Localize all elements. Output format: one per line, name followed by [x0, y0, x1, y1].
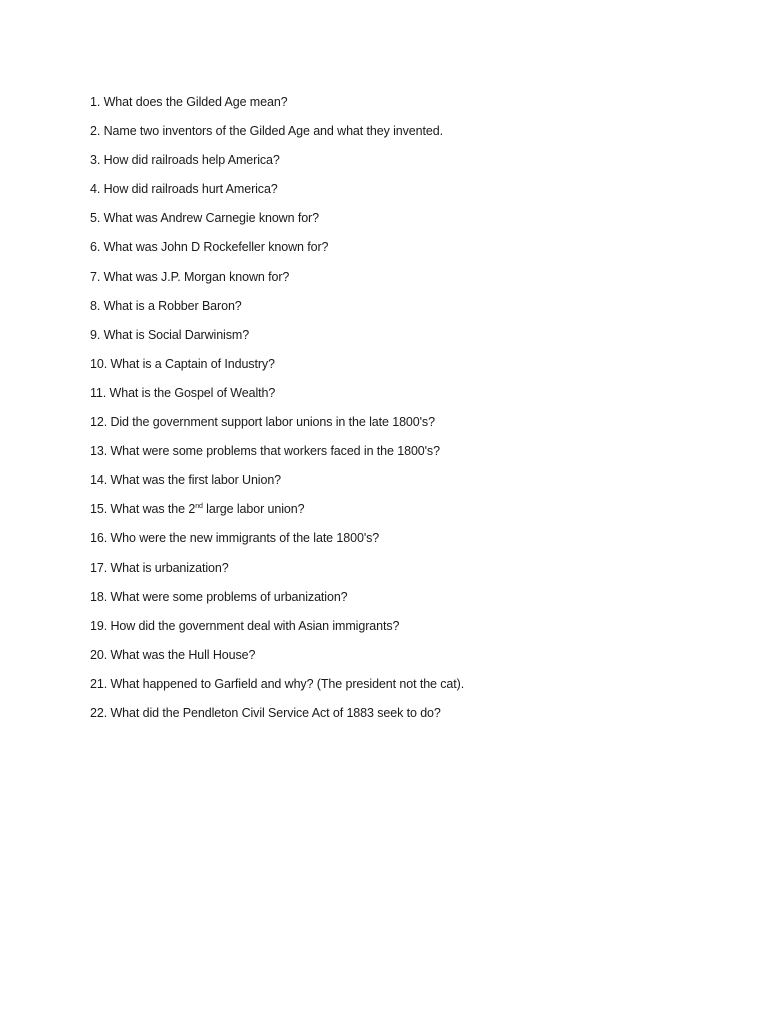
- question-item: [90, 528, 730, 557]
- question-item: [90, 267, 730, 296]
- question-text: 19. How did the government deal with Asian immigrants?: [90, 618, 400, 633]
- question-item: [90, 150, 730, 179]
- question-text: 18. What were some problems of urbanization?: [90, 589, 348, 604]
- question-item: [90, 703, 730, 732]
- question-text: 13. What were some problems that workers faced in the 1800's?: [90, 444, 440, 459]
- question-item: [90, 208, 730, 237]
- question-text: 1. What does the Gilded Age mean?: [90, 95, 288, 109]
- question-text: 7. What was J.P. Morgan known for?: [90, 269, 290, 284]
- question-text: 20. What was the Hull House?: [90, 647, 256, 662]
- question-text: 10. What is a Captain of Industry?: [90, 356, 275, 371]
- question-text: 3. How did railroads help America?: [90, 153, 280, 168]
- question-item: [90, 499, 730, 528]
- question-text: 4. How did railroads hurt America?: [90, 182, 278, 197]
- question-text-continued: large labor union?: [202, 502, 305, 517]
- ordinal-superscript: nd: [195, 503, 203, 511]
- question-text: 21. What happened to Garfield and why? (The president not the cat).: [90, 676, 465, 691]
- question-item: [90, 558, 730, 587]
- question-text: 22. What did the Pendleton Civil Service Act of 1883 seek to do?: [90, 705, 441, 720]
- question-item: [90, 296, 730, 325]
- question-text: 9. What is Social Darwinism?: [90, 327, 250, 342]
- question-item: [90, 470, 730, 499]
- question-item: [90, 179, 730, 208]
- question-item: [90, 412, 730, 441]
- question-text: 6. What was John D Rockefeller known for?: [90, 240, 329, 255]
- question-item: [90, 325, 730, 354]
- question-list: [90, 92, 730, 732]
- question-item: [90, 92, 730, 121]
- question-text: 16. Who were the new immigrants of the late 1800's?: [90, 531, 380, 546]
- question-item: [90, 645, 730, 674]
- question-item: [90, 616, 730, 645]
- question-text: 15. What was the 2: [90, 502, 196, 517]
- question-item: [90, 237, 730, 266]
- question-text: 12. Did the government support labor unions in the late 1800's?: [90, 415, 435, 430]
- question-text: 14. What was the first labor Union?: [90, 473, 282, 488]
- question-item: [90, 354, 730, 383]
- question-text: 5. What was Andrew Carnegie known for?: [90, 211, 319, 226]
- question-item: [90, 674, 730, 703]
- question-item: [90, 383, 730, 412]
- question-item: [90, 121, 730, 150]
- question-item: [90, 587, 730, 616]
- question-text: 11. What is the Gospel of Wealth?: [90, 385, 276, 400]
- question-item: [90, 441, 730, 470]
- question-text: 8. What is a Robber Baron?: [90, 298, 242, 313]
- question-text: 17. What is urbanization?: [90, 560, 229, 575]
- question-text: 2. Name two inventors of the Gilded Age and what they invented.: [90, 124, 443, 139]
